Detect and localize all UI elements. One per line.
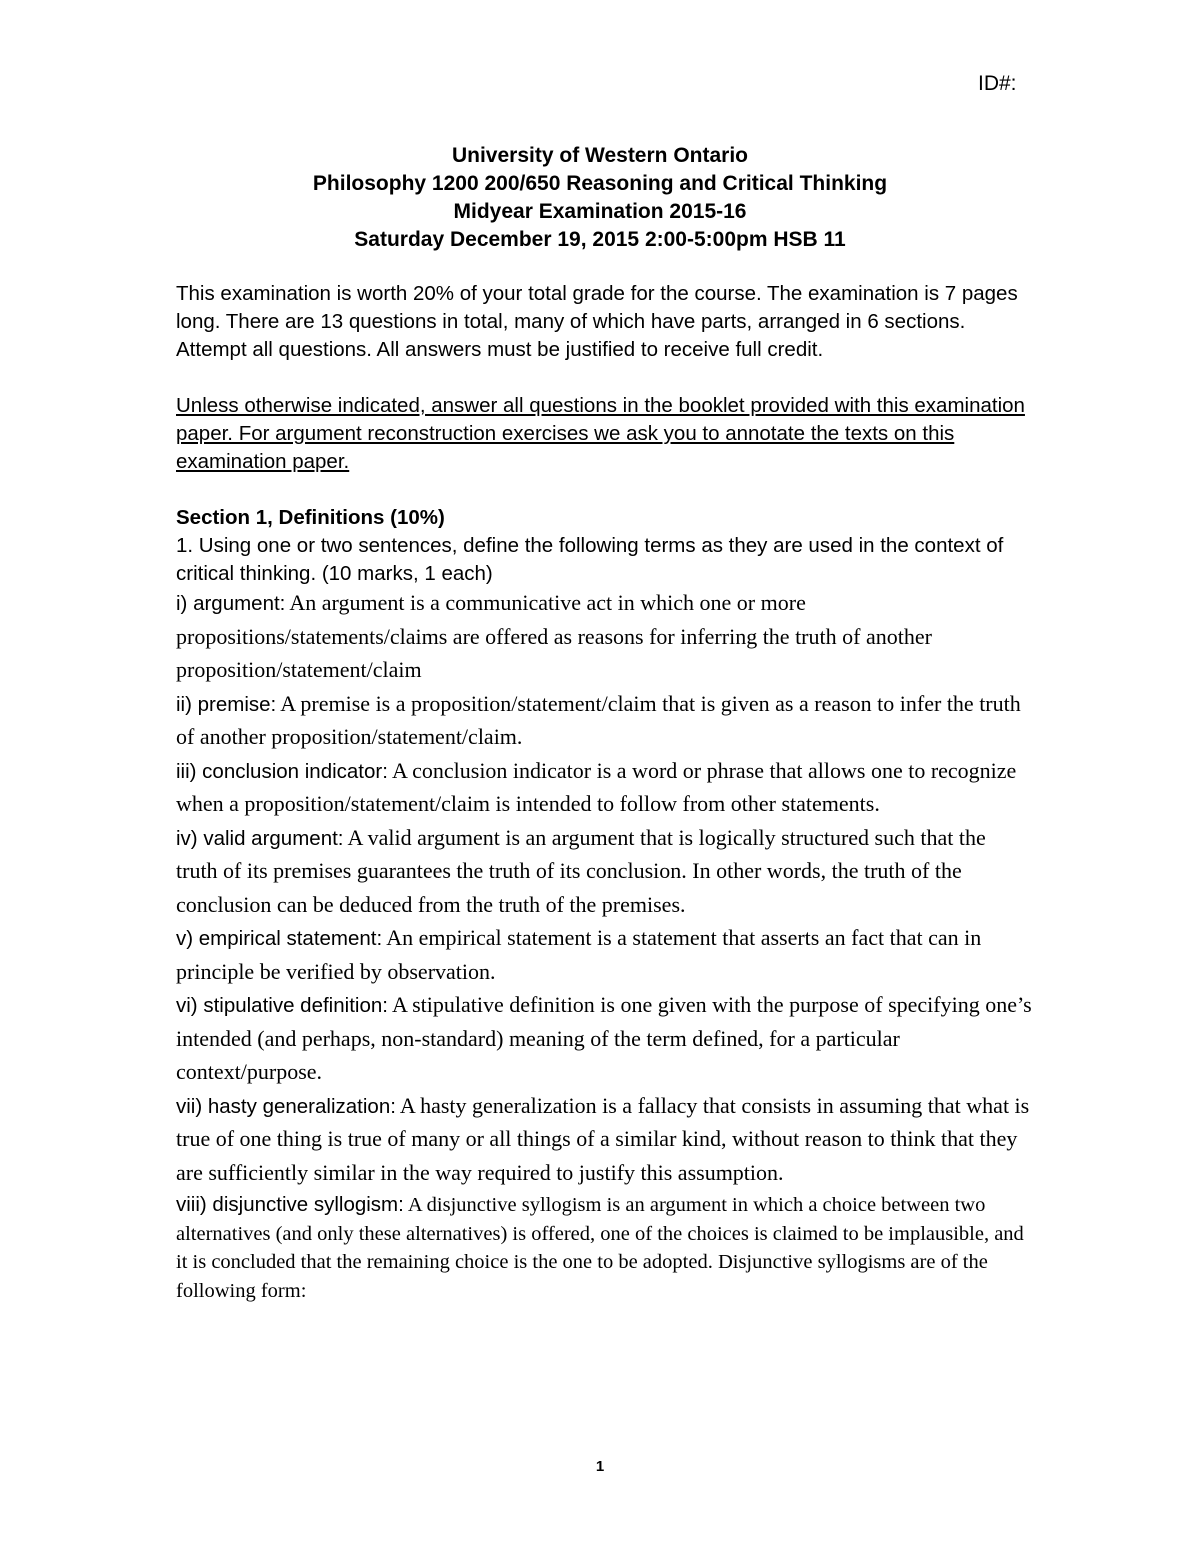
- definition-term: iii) conclusion indicator:: [176, 759, 388, 783]
- spacer: [176, 364, 1032, 392]
- exam-body: [176, 280, 1032, 1306]
- section-1-title: Section 1, Definitions (10%): [176, 506, 445, 529]
- definition-answer: An empirical statement is a statement that asserts an fact that can in principle be verified by observation.: [176, 925, 982, 984]
- definition-term: viii) disjunctive syllogism:: [176, 1193, 404, 1216]
- definition-term: ii) premise:: [176, 692, 277, 716]
- definition-term: vii) hasty generalization:: [176, 1094, 396, 1118]
- definition-answer: A premise is a proposition/statement/claim that is given as a reason to infer the truth of another proposition/statement/claim.: [176, 690, 1021, 749]
- question-1-prompt: 1. Using one or two sentences, define the following terms as they are used in the context of critical thinking. (10 marks, 1 each): [176, 534, 1004, 585]
- definition-disjunctive-syllogism: [176, 1191, 1032, 1306]
- definition-hasty-generalization: [176, 1091, 1032, 1192]
- definition-answer: A disjunctive syllogism is an argument in which a choice between two alternatives (and only these alternatives) is offered, one of the choices is claimed to be implausible, and it is concluded that the remaining choice is the one to be adopted. Disjunctive syllogisms are of the following form:: [176, 1194, 1024, 1302]
- definitions-list: [176, 588, 1032, 1306]
- student-id-label: ID#:: [978, 72, 1017, 95]
- definition-argument: [176, 588, 1032, 689]
- definition-stipulative-definition: [176, 990, 1032, 1091]
- definition-answer: A stipulative definition is one given with the purpose of specifying one’s intended (and perhaps, non-standard) meaning of the term defined, for a particular context/purpose.: [176, 992, 1032, 1084]
- definition-term: vi) stipulative definition:: [176, 994, 388, 1017]
- intro-paragraph: This examination is worth 20% of your total grade for the course. The examination is 7 pages long. There are 13 questions in total, many of which have parts, arranged in 6 sections. Attempt all questions. All answers must be justified to receive full credit.: [176, 282, 1018, 361]
- university-name: University of Western Ontario: [451, 144, 748, 167]
- definition-answer: A valid argument is an argument that is logically structured such that the truth of its premises guarantees the truth of its conclusion. In other words, the truth of the conclusion can be deduced from the truth of the premises.: [176, 824, 986, 917]
- instructions-paragraph: Unless otherwise indicated, answer all questions in the booklet provided with this examination paper. For argument reconstruction exercises we ask you to annotate the texts on this examination paper.: [176, 394, 1025, 473]
- definition-term: iv) valid argument:: [176, 826, 344, 850]
- definition-premise: [176, 689, 1032, 756]
- exam-header: [0, 142, 1200, 254]
- definition-empirical-statement: [176, 923, 1032, 990]
- course-title: Philosophy 1200 200/650 Reasoning and Critical Thinking: [312, 172, 888, 195]
- definition-answer: A conclusion indicator is a word or phrase that allows one to recognize when a proposition/statement/claim is intended to follow from other statements.: [176, 757, 1017, 816]
- page-number: 1: [595, 1458, 605, 1475]
- exam-title: Midyear Examination 2015-16: [453, 200, 747, 223]
- definition-term: v) empirical statement:: [176, 927, 383, 950]
- definition-conclusion-indicator: [176, 756, 1032, 823]
- definition-answer: An argument is a communicative act in which one or more propositions/statements/claims are offered as reasons for inferring the truth of another proposition/statement/claim: [176, 590, 932, 682]
- definition-valid-argument: [176, 823, 1032, 924]
- definition-term: i) argument:: [176, 592, 286, 615]
- exam-date-location: Saturday December 19, 2015 2:00-5:00pm HSB 11: [354, 228, 846, 251]
- spacer: [176, 476, 1032, 504]
- definition-answer: A hasty generalization is a fallacy that consists in assuming that what is true of one thing is true of many or all things of a similar kind, without reason to think that they are sufficiently similar in the way required to justify this assumption.: [176, 1092, 1030, 1185]
